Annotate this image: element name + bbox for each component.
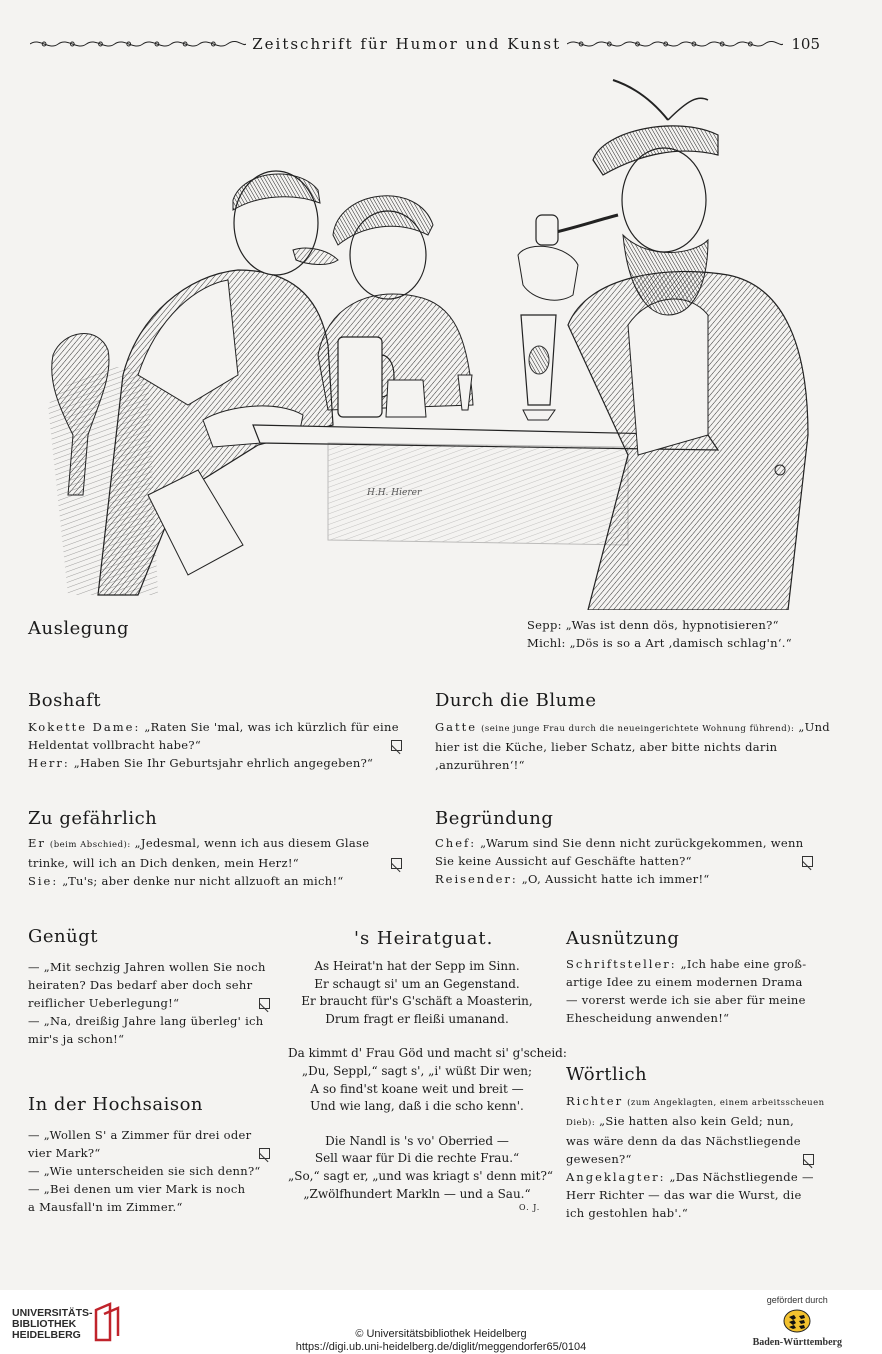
copyright-notice [0,1328,882,1354]
speaker-label: Sie: [28,874,59,888]
speaker-label: Er [28,836,46,850]
header-ornament-right [567,37,783,51]
speaker-label: Schriftsteller: [566,957,677,971]
end-mark-icon [391,858,402,869]
tavern-illustration [28,75,828,610]
poem-author: O. J. [519,1203,541,1212]
title-hochsaison: In der Hochsaison [28,1094,204,1115]
stage-direction: (zum Angeklagten, einem arbeitsscheuen [627,1098,825,1108]
genuegt-text: — „Mit sechzig Jahren wollen Sie noch heiraten? Das bedarf aber doch sehr reiflicher Ueberlegung!“ — „Na, dreißig Jahre lang überleg' ich mir's ja schon!“ [28,958,270,1048]
header-ornament-left [30,37,246,51]
speaker-label: Gatte [435,720,478,734]
zu-gefaehrlich-text: Er (beim Abschied): „Jedesmal, wenn ich aus diesem Glase trinke, will ich an Dich denken, mein Herz!“ Sie: „Tu's; aber denke nur nicht allzuoft an mich!“ [28,834,402,890]
bw-lions-icon [782,1308,812,1334]
boshaft-text: Kokette Dame: „Raten Sie 'mal, was ich kürzlich für eine Heldentat vollbracht habe?“ Herr: „Haben Sie Ihr Geburtsjahr ehrlich angegeben?“ [28,718,402,772]
end-mark-icon [803,1154,814,1165]
end-mark-icon [802,856,813,867]
speaker-label: Chef: [435,836,477,850]
viewer-footer [0,1290,882,1354]
poem-title: 's Heiratguat. [354,928,494,949]
speaker-label: Angeklagter: [566,1170,666,1184]
journal-title: Zeitschrift für Humor und Kunst [252,35,562,53]
funding-logo[interactable]: gefördert durch Baden-Württemberg [752,1295,842,1348]
stage-direction: (beim Abschied): [49,840,131,850]
page-number: 105 [791,35,821,53]
durch-die-blume-text: Gatte (seine junge Frau durch die neueingerichtete Wohnung führend): „Und hier ist die Küche, lieber Schatz, aber bitte nichts darin ‚anzurühren‘!“ [435,720,830,772]
permalink[interactable]: https://digi.ub.uni-heidelberg.de/diglit/meggendorfer65/0104 [295,1341,587,1353]
copyright-text: © Universitätsbibliothek Heidelberg [355,1328,527,1340]
title-auslegung: Auslegung [28,618,129,639]
speaker-label: Herr: [28,756,70,770]
artist-signature: H.H. Hierer [367,488,422,498]
title-durch-die-blume: Durch die Blume [435,690,597,711]
ausnuetzung-text: Schriftsteller: „Ich habe eine groß- artige Idee zu einem modernen Drama — vorerst werde ich sie aber für meine Ehescheidung anwenden!“ [566,957,807,1025]
title-genuegt: Genügt [28,926,98,947]
ub-heidelberg-logo[interactable]: UNIVERSITÄTS- BIBLIOTHEK HEIDELBERG [12,1307,93,1341]
stage-direction: (seine junge Frau durch die neueingerichtete Wohnung führend): [481,724,795,734]
speaker-label: Reisender: [435,872,518,886]
poem-text: As Heirat'n hat der Sepp im Sinn. Er schaugt si' um an Gegenstand. Er braucht für's G'schäft a Moasterin, Drum fragt er fleißi umanand. Da kimmt d' Frau Göd und macht si' g'scheid: „Du, Seppl,“ sagt s', „i' wüßt Dir wen; A so find'st koane weit und breit — Und wie lang, daß i die scho kenn'. Die Nandl is 's vo' Oberried — Sell waar für Di die rechte Frau.“ „So,“ sagt er, „und was kriagt s' denn mit?“ „Zwölfhundert Markln — und a Sau.“ [288,959,567,1201]
end-mark-icon [259,1148,270,1159]
title-zu-gefaehrlich: Zu gefährlich [28,808,158,829]
end-mark-icon [391,740,402,751]
auslegung-line-1: Sepp: „Was ist denn dös, hypnotisieren?“ [527,618,779,632]
title-woertlich: Wörtlich [566,1064,648,1085]
end-mark-icon [259,998,270,1009]
auslegung-line-2: Michl: „Dös is so a Art ‚damisch schlag'n‘.“ [527,636,792,650]
begruendung-text: Chef: „Warum sind Sie denn nicht zurückgekommen, wenn Sie keine Aussicht auf Geschäfte hatten?“ Reisender: „O, Aussicht hatte ich immer!“ [435,834,813,888]
title-begruendung: Begründung [435,808,554,829]
speaker-label: Kokette Dame: [28,720,141,734]
auslegung-text [527,616,792,652]
title-boshaft: Boshaft [28,690,102,711]
speaker-label: Richter [566,1094,624,1108]
woertlich-text: Richter (zum Angeklagten, einem arbeitsscheuen Dieb): „Sie hatten also kein Geld; nun, was wäre denn da das Nächstliegende gewesen?“ Angeklagter: „Das Nächstliegende — Herr Richter — das war die Wurst, die ich gestohlen hab'.“ [566,1094,825,1220]
title-ausnuetzung: Ausnützung [566,928,680,949]
hochsaison-text: — „Wollen S' a Zimmer für drei oder vier Mark?“ — „Wie unterscheiden sie sich denn?“ — „Bei denen um vier Mark is noch a Mausfall'n im Zimmer.“ [28,1126,270,1216]
running-header [30,33,820,55]
